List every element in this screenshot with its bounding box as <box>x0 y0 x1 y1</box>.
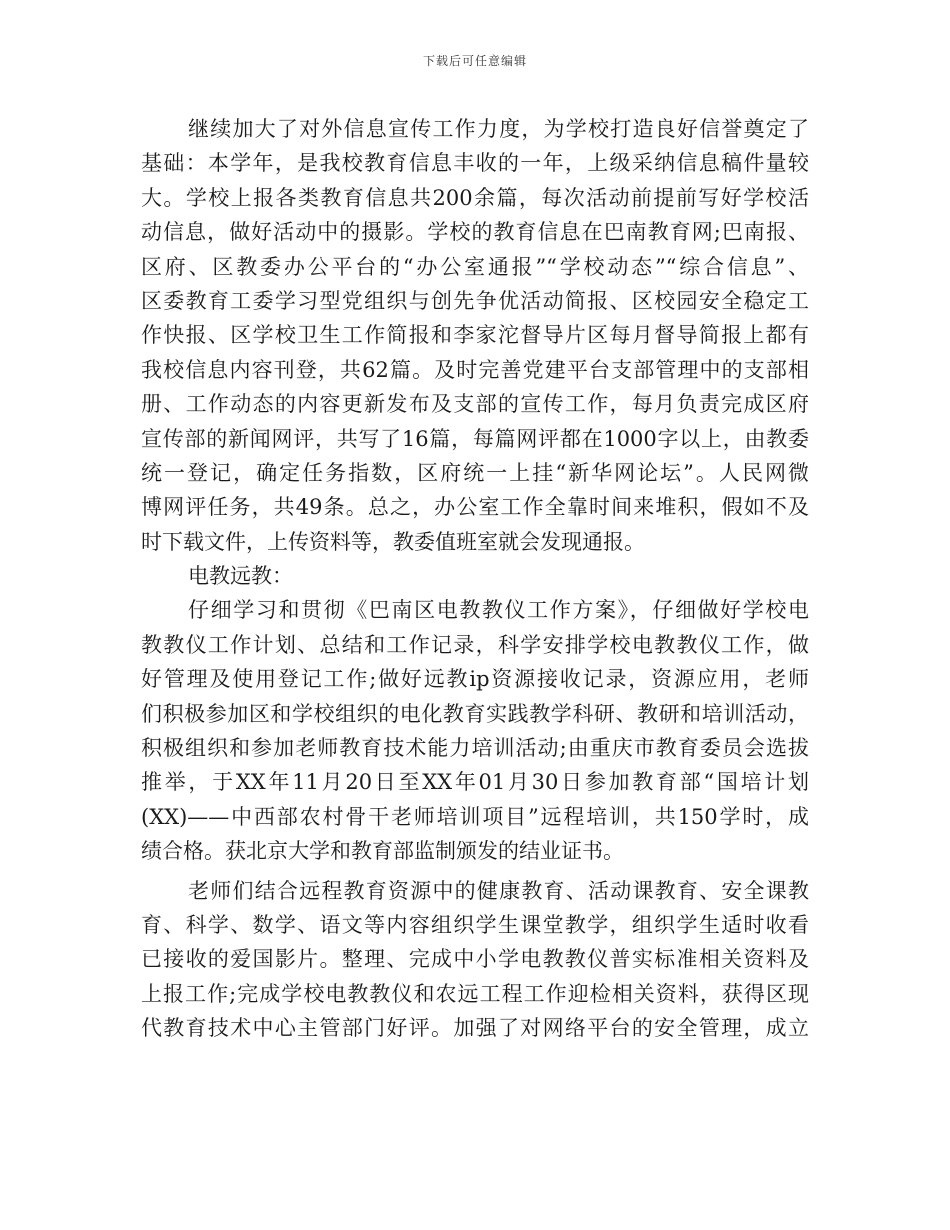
text-line: 册、工作动态的内容更新发布及支部的宣传工作，每月负责完成区府 <box>141 392 809 417</box>
text-line: 已接收的爱国影片。整理、完成中小学电教教仪普实标准相关资料及 <box>141 947 809 972</box>
text-line: 博网评任务，共49条。总之，办公室工作全靠时间来堆积，假如不及 <box>141 495 809 520</box>
text-line: 区府、区教委办公平台的“办公室通报”“学校动态”“综合信息”、 <box>141 254 809 279</box>
paragraph-e-learning <box>141 593 809 868</box>
document-body <box>141 112 809 1046</box>
section-heading-e-learning <box>141 559 809 593</box>
text-line: 作快报、区学校卫生工作简报和李家沱督导片区每月督导简报上都有 <box>141 323 809 348</box>
text-line: 基础：本学年，是我校教育信息丰收的一年，上级采纳信息稿件量较 <box>141 151 809 176</box>
text-line: 们积极参加区和学校组织的电化教育实践教学科研、教研和培训活动， <box>141 701 809 726</box>
text-line: 宣传部的新闻网评，共写了16篇，每篇网评都在1000字以上，由教委 <box>141 426 809 451</box>
text-line: 动信息，做好活动中的摄影。学校的教育信息在巴南教育网;巴南报、 <box>141 220 809 245</box>
text-line: 统一登记，确定任务指数，区府统一上挂“新华网论坛”。人民网微 <box>141 460 809 485</box>
section-heading: 电教远教： <box>188 564 293 589</box>
text-line: 好管理及使用登记工作;做好远教ip资源接收记录，资源应用，老师 <box>141 667 809 692</box>
text-line: 代教育技术中心主管部门好评。加强了对网络平台的安全管理，成立 <box>141 1016 809 1041</box>
paragraph-info-publicity <box>141 112 809 559</box>
text-line: 时下载文件，上传资料等，教委值班室就会发现通报。 <box>141 529 645 554</box>
text-line: 教教仪工作计划、总结和工作记录，科学安排学校电教教仪工作，做 <box>141 632 809 657</box>
text-line: 继续加大了对外信息宣传工作力度，为学校打造良好信誉奠定了 <box>188 117 809 141</box>
text-line: 我校信息内容刊登，共62篇。及时完善党建平台支部管理中的支部相 <box>141 357 809 382</box>
paragraph-remote-education <box>141 874 809 1046</box>
text-line: 仔细学习和贯彻《巴南区电教教仪工作方案》，仔细做好学校电 <box>188 598 809 623</box>
text-line: 区委教育工委学习型党组织与创先争优活动简报、区校园安全稳定工 <box>141 288 809 313</box>
text-line: 育、科学、数学、语文等内容组织学生课堂教学，组织学生适时收看 <box>141 912 809 937</box>
text-line: 推举，于XX年11月20日至XX年01月30日参加教育部“国培计划 <box>141 770 809 795</box>
page-header: 下载后可任意编辑 <box>422 54 527 68</box>
text-line: (XX)——中西部农村骨干老师培训项目”远程培训，共150学时，成 <box>141 804 809 829</box>
text-line: 积极组织和参加老师教育技术能力培训活动;由重庆市教育委员会选拔 <box>141 736 809 761</box>
text-line: 大。学校上报各类教育信息共200余篇，每次活动前提前写好学校活 <box>141 185 809 210</box>
text-line: 老师们结合远程教育资源中的健康教育、活动课教育、安全课教 <box>188 878 809 903</box>
text-line: 上报工作;完成学校电教教仪和农远工程工作迎检相关资料，获得区现 <box>141 981 809 1006</box>
text-line: 绩合格。获北京大学和教育部监制颁发的结业证书。 <box>141 839 624 864</box>
